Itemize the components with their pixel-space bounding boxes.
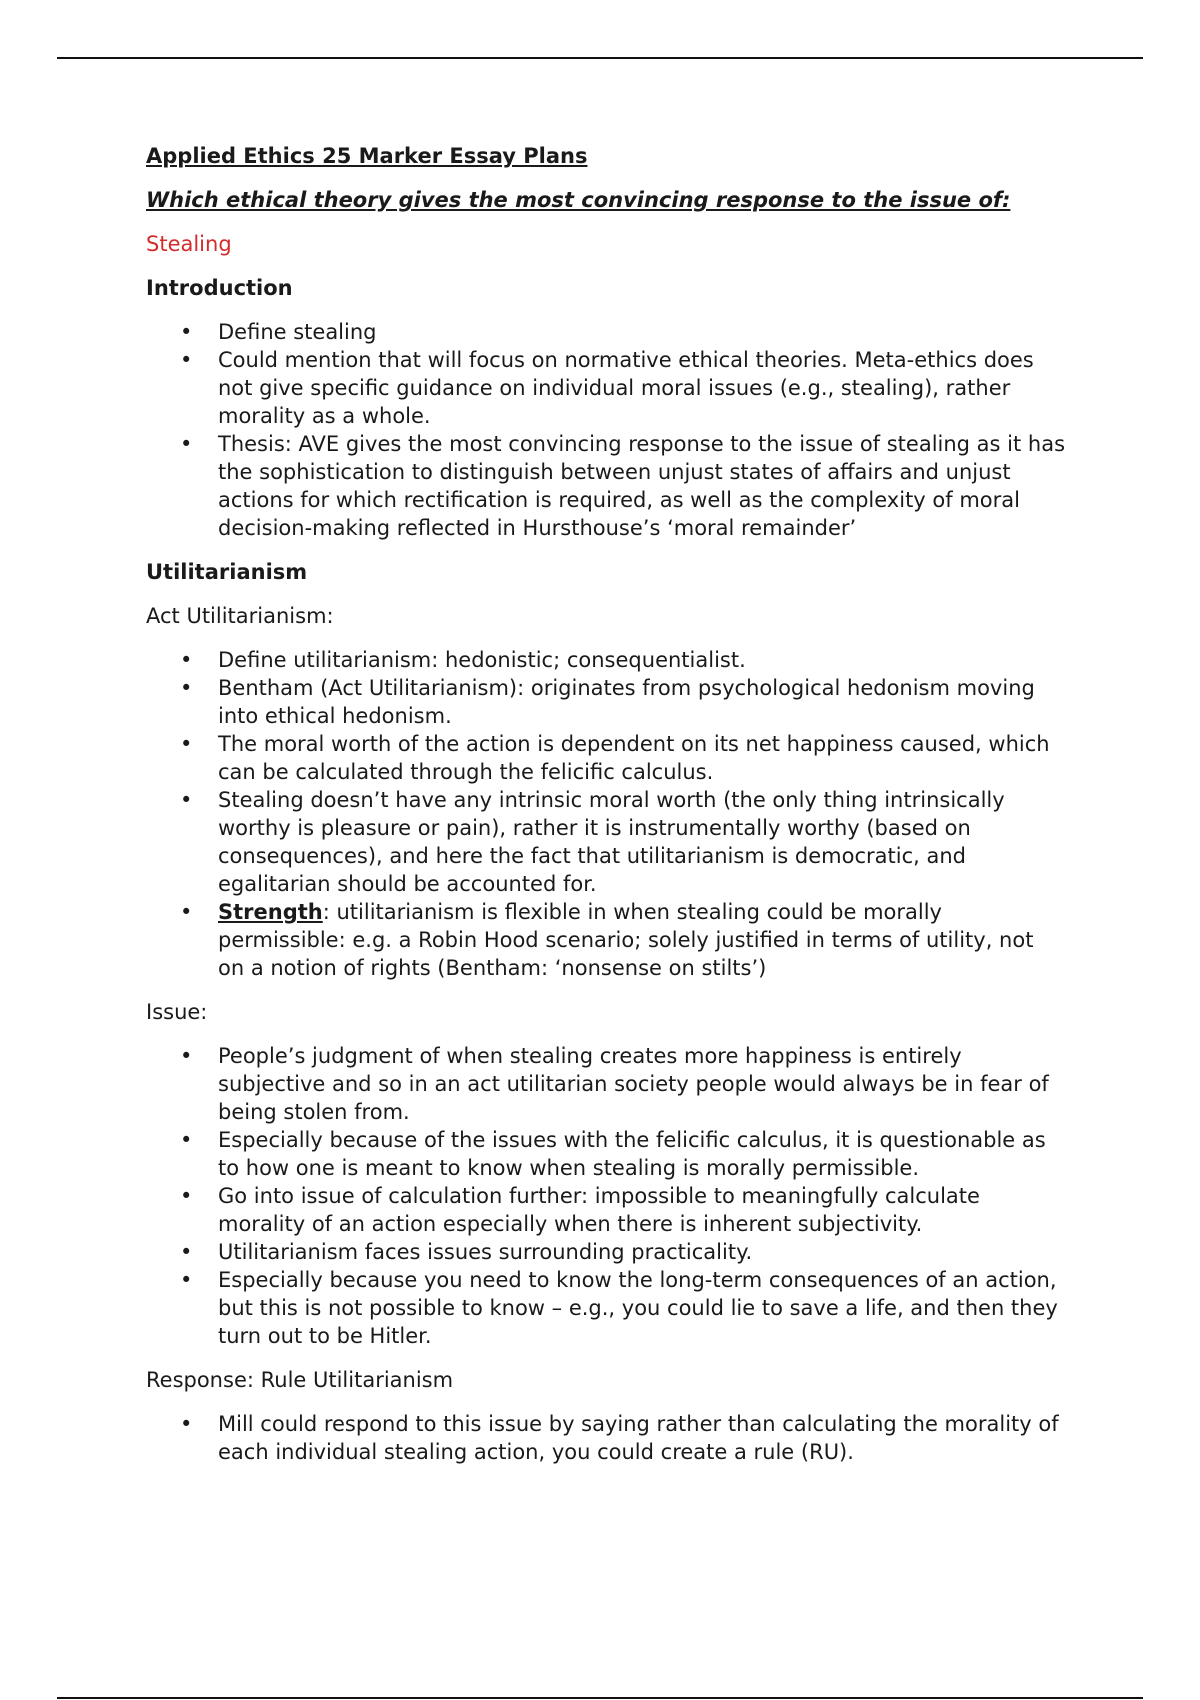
utilitarianism-heading: Utilitarianism [146,560,308,584]
strength-item [146,898,1066,982]
bullet-icon: • [180,320,193,344]
essay-question: Which ethical theory gives the most convincing response to the issue of: [146,188,1011,212]
bullet-icon: • [180,1240,193,1264]
list-item: • Mill could respond to this issue by saying rather than calculating the morality of each individual stealing action, you could create a rule (RU). [180,1412,1059,1464]
bottom-rule [57,1697,1143,1699]
document-title: Applied Ethics 25 Marker Essay Plans [146,144,588,168]
list-item: • Could mention that will focus on normative ethical theories. Meta-ethics does not give specific guidance on individual moral issues (e.g., stealing), rather morality as a whole. [180,348,1034,428]
topic-label: Stealing [146,232,232,256]
bullet-icon: • [180,348,193,372]
introduction-list [146,318,1066,542]
bullet-icon: • [180,1044,193,1068]
bullet-icon: • [180,676,193,700]
act-utilitarianism-label: Act Utilitarianism: [146,604,334,628]
list-item: • The moral worth of the action is dependent on its net happiness caused, which can be calculated through the felicific calculus. [180,732,1050,784]
response-list [146,1410,1066,1466]
bullet-icon: • [180,1412,193,1436]
bullet-icon: • [180,732,193,756]
bullet-icon: • [180,788,193,812]
bullet-icon: • [180,1184,193,1208]
bullet-icon: • [180,1268,193,1292]
list-item: • People’s judgment of when stealing creates more happiness is entirely subjective and so in an act utilitarian society people would always be in fear of being stolen from. [180,1044,1049,1124]
list-item: • Stealing doesn’t have any intrinsic moral worth (the only thing intrinsically worthy is pleasure or pain), rather it is instrumentally worthy (based on consequences), and here the fact that utilitarianism is democratic, and egalitarian should be accounted for. [180,788,1005,896]
list-item: • Go into issue of calculation further: impossible to meaningfully calculate morality of an action especially when there is inherent subjectivity. [180,1184,980,1236]
bullet-icon: • [180,900,193,924]
list-item: • Utilitarianism faces issues surrounding practicality. [180,1240,753,1264]
strength-label: Strength [218,900,323,924]
list-item: • Define utilitarianism: hedonistic; consequentialist. [180,648,746,672]
bullet-icon: • [180,648,193,672]
issue-list [146,1042,1066,1350]
bullet-icon: • [180,1128,193,1152]
top-rule [57,57,1143,59]
bullet-icon: • [180,432,193,456]
document-body [146,142,1066,1482]
response-label: Response: Rule Utilitarianism [146,1368,454,1392]
introduction-heading: Introduction [146,276,293,300]
list-item: • Especially because of the issues with the felicific calculus, it is questionable as to how one is meant to know when stealing is morally permissible. [180,1128,1046,1180]
act-utilitarianism-list [146,646,1066,982]
list-item: • Define stealing [180,320,377,344]
strength-text: : utilitarianism is flexible in when stealing could be morally permissible: e.g. a Robin Hood scenario; solely justified in terms of utility, not on a notion of rights (Bentham: ‘nonsense on stilts’) [218,900,1034,980]
list-item: • Especially because you need to know the long-term consequences of an action, but this is not possible to know – e.g., you could lie to save a life, and then they turn out to be Hitler. [180,1268,1058,1348]
list-item: • Thesis: AVE gives the most convincing response to the issue of stealing as it has the sophistication to distinguish between unjust states of affairs and unjust actions for which rectification is required, as well as the complexity of moral decision-making reflected in Hursthouse’s ‘moral remainder’ [180,432,1066,540]
issue-label: Issue: [146,1000,208,1024]
list-item: • Bentham (Act Utilitarianism): originates from psychological hedonism moving into ethical hedonism. [180,676,1035,728]
